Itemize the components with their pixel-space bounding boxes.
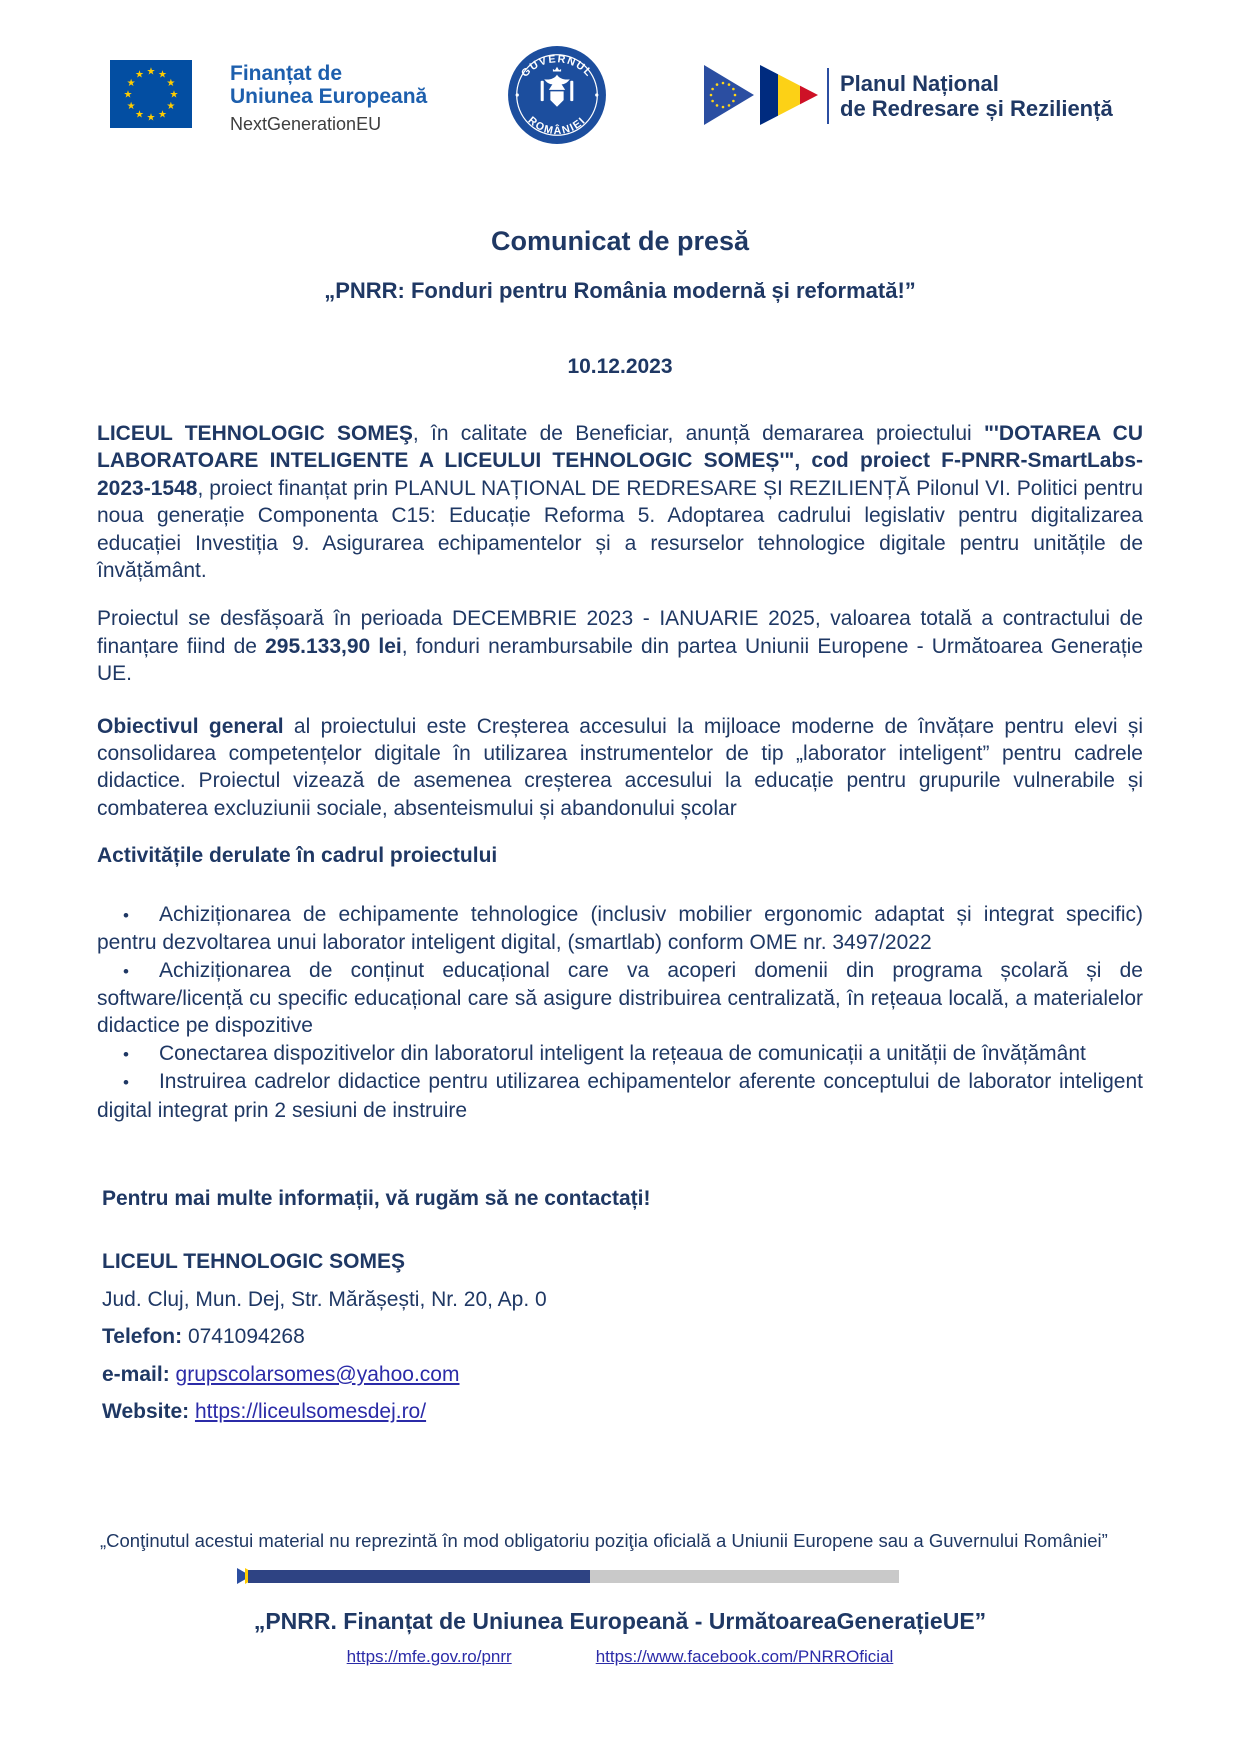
divider-bar	[237, 1568, 899, 1584]
pnrr-logo-line2: de Redresare și Reziliență	[840, 96, 1113, 121]
nextgeneu-label: NextGenerationEU	[230, 114, 382, 134]
svg-text:★: ★	[123, 89, 133, 101]
eu-funded-logo	[110, 60, 427, 134]
bullet-text: Conectarea dispozitivelor din laboratorul inteligent la rețeaua de comunicații a unității de învățământ	[158, 1041, 1086, 1065]
svg-text:★: ★	[135, 69, 144, 81]
bullet-icon: •	[123, 905, 129, 925]
svg-text:★: ★	[146, 66, 156, 78]
footer-tagline: „PNRR. Finanțat de Uniunea Europeană - UrmătoareaGenerațieUE”	[253, 1608, 987, 1635]
bullet-item	[97, 901, 1143, 957]
page-title: Comunicat de presă	[490, 226, 750, 256]
section-heading-activities: Activitățile derulate în cadrul proiectului	[97, 844, 498, 868]
press-release-date: 10.12.2023	[567, 355, 673, 378]
pnrr-logo-icon	[704, 64, 820, 128]
svg-text:★: ★	[169, 89, 179, 101]
divider-bar-navy	[248, 1570, 590, 1583]
pnrr-logo-divider	[827, 68, 829, 124]
org-address: Jud. Cluj, Mun. Dej, Str. Mărășești, Nr. 20, Ap. 0	[102, 1287, 547, 1311]
eu-funded-text	[230, 60, 427, 134]
paragraph-objective: Obiectivul general al proiectului este Creșterea accesului la mijloace moderne de învățare pentru elevi și consolidarea competențelor digitale în utilizarea instrumentelor de tip „laborator inteligent” pentru cadrele didactice. Proiectul vizează de asemenea creșterea accesului la educație pentru grupurile vulnerabile și combaterea excluziunii sociale, absenteismului și abandonului școlar	[97, 714, 1144, 820]
bullet-icon: •	[123, 961, 129, 981]
bullet-item	[97, 1068, 1143, 1124]
bullet-icon: •	[123, 1044, 129, 1064]
contact-cta: Pentru mai multe informații, vă rugăm să ne contactați!	[102, 1186, 651, 1210]
svg-text:★: ★	[158, 69, 167, 81]
disclaimer: „Conţinutul acestui material nu reprezintă în mod obligatoriu poziţia oficială a Uniunii Europene sau a Guvernului României”	[100, 1530, 1108, 1552]
footer-links	[97, 1646, 1143, 1668]
email-link[interactable]: grupscolarsomes@yahoo.com	[175, 1362, 460, 1386]
eu-funded-line1: Finanțat de	[230, 62, 343, 85]
website-line: Website: https://liceulsomesdej.ro/	[102, 1399, 427, 1423]
page-subtitle: „PNRR: Fonduri pentru România modernă și reformată!”	[324, 278, 916, 303]
svg-text:★: ★	[166, 78, 176, 89]
bullet-item	[97, 957, 1143, 1040]
activities-list	[97, 901, 1143, 1124]
footer-link-mfe[interactable]: https://mfe.gov.ro/pnrr	[346, 1647, 512, 1667]
svg-text:★: ★	[166, 101, 176, 112]
header-logos	[0, 0, 1241, 140]
svg-text:★: ★	[126, 78, 136, 89]
bullet-text: Achiziționarea de echipamente tehnologice (inclusiv mobilier ergonomic adaptat și integrat specific) pentru dezvoltarea unui laborator inteligent digital, (smartlab) conform OME nr. 3497/2022	[97, 902, 1143, 955]
gov-romania-seal-icon	[506, 44, 608, 146]
svg-text:★: ★	[158, 109, 167, 121]
website-link[interactable]: https://liceulsomesdej.ro/	[194, 1399, 427, 1423]
pnrr-logo-text	[840, 71, 1113, 121]
seal-bottom-text: ROMÂNIEI	[525, 114, 589, 138]
svg-text:★: ★	[146, 112, 156, 124]
seal-top-text: GUVERNUL	[518, 53, 596, 80]
org-name: LICEUL TEHNOLOGIC SOMEŞ	[102, 1250, 405, 1274]
bullet-icon: •	[123, 1073, 129, 1093]
pnrr-logo-line1: Planul Național	[840, 71, 999, 96]
footer-link-facebook[interactable]: https://www.facebook.com/PNRROficial	[595, 1647, 894, 1667]
bullet-text: Achiziționarea de conținut educațional care va acoperi domenii din programa școlară și de software/licență cu specific educațional care să asigure distribuirea centralizată, în rețeaua locală, a materialelor didactice pe dispozitive	[97, 958, 1143, 1038]
svg-text:★: ★	[126, 101, 136, 112]
bullet-text: Instruirea cadrelor didactice pentru utilizarea echipamentelor aferente conceptului de laborator inteligent digital integrat prin 2 sesiuni de instruire	[97, 1070, 1143, 1122]
svg-text:★: ★	[135, 109, 144, 121]
pnrr-logo	[704, 64, 1113, 128]
eu-flag-icon	[110, 60, 192, 128]
document-body	[97, 225, 1143, 1668]
divider-bar-gray	[590, 1570, 899, 1583]
paragraph-period-value: Proiectul se desfășoară în perioada DECEMBRIE 2023 - IANUARIE 2025, valoarea totală a contractului de finanțare fiind de 295.133,90 lei, fonduri nerambursabile din partea Uniunii Europene - Următoarea Generație UE.	[97, 607, 1144, 686]
eu-funded-line2: Uniunea Europeană	[230, 85, 428, 108]
paragraph-project-announcement: LICEUL TEHNOLOGIC SOMEŞ, în calitate de Beneficiar, anunță demararea proiectului "'DOTAREA CU LABORATOARE INTELIGENTE A LICEULUI TEHNOLOGIC SOMEȘ'", cod proiect F-PNRR-SmartLabs-2023-1548, proiect finanțat prin PLANUL NAȚIONAL DE REDRESARE ȘI REZILIENȚĂ Pilonul VI. Politici pentru noua generație Componenta C15: Educație Reforma 5. Adoptarea cadrului legislativ pentru digitalizarea educației Investiția 9. Asigurarea echipamentelor și a resurselor tehnologice digitale pentru unitățile de învățământ.	[97, 422, 1144, 583]
phone-line: Telefon: 0741094268	[102, 1325, 305, 1349]
bullet-item	[97, 1040, 1143, 1068]
gov-romania-seal	[506, 44, 608, 151]
email-line: e-mail: grupscolarsomes@yahoo.com	[102, 1362, 460, 1386]
contact-block	[97, 1248, 1143, 1425]
